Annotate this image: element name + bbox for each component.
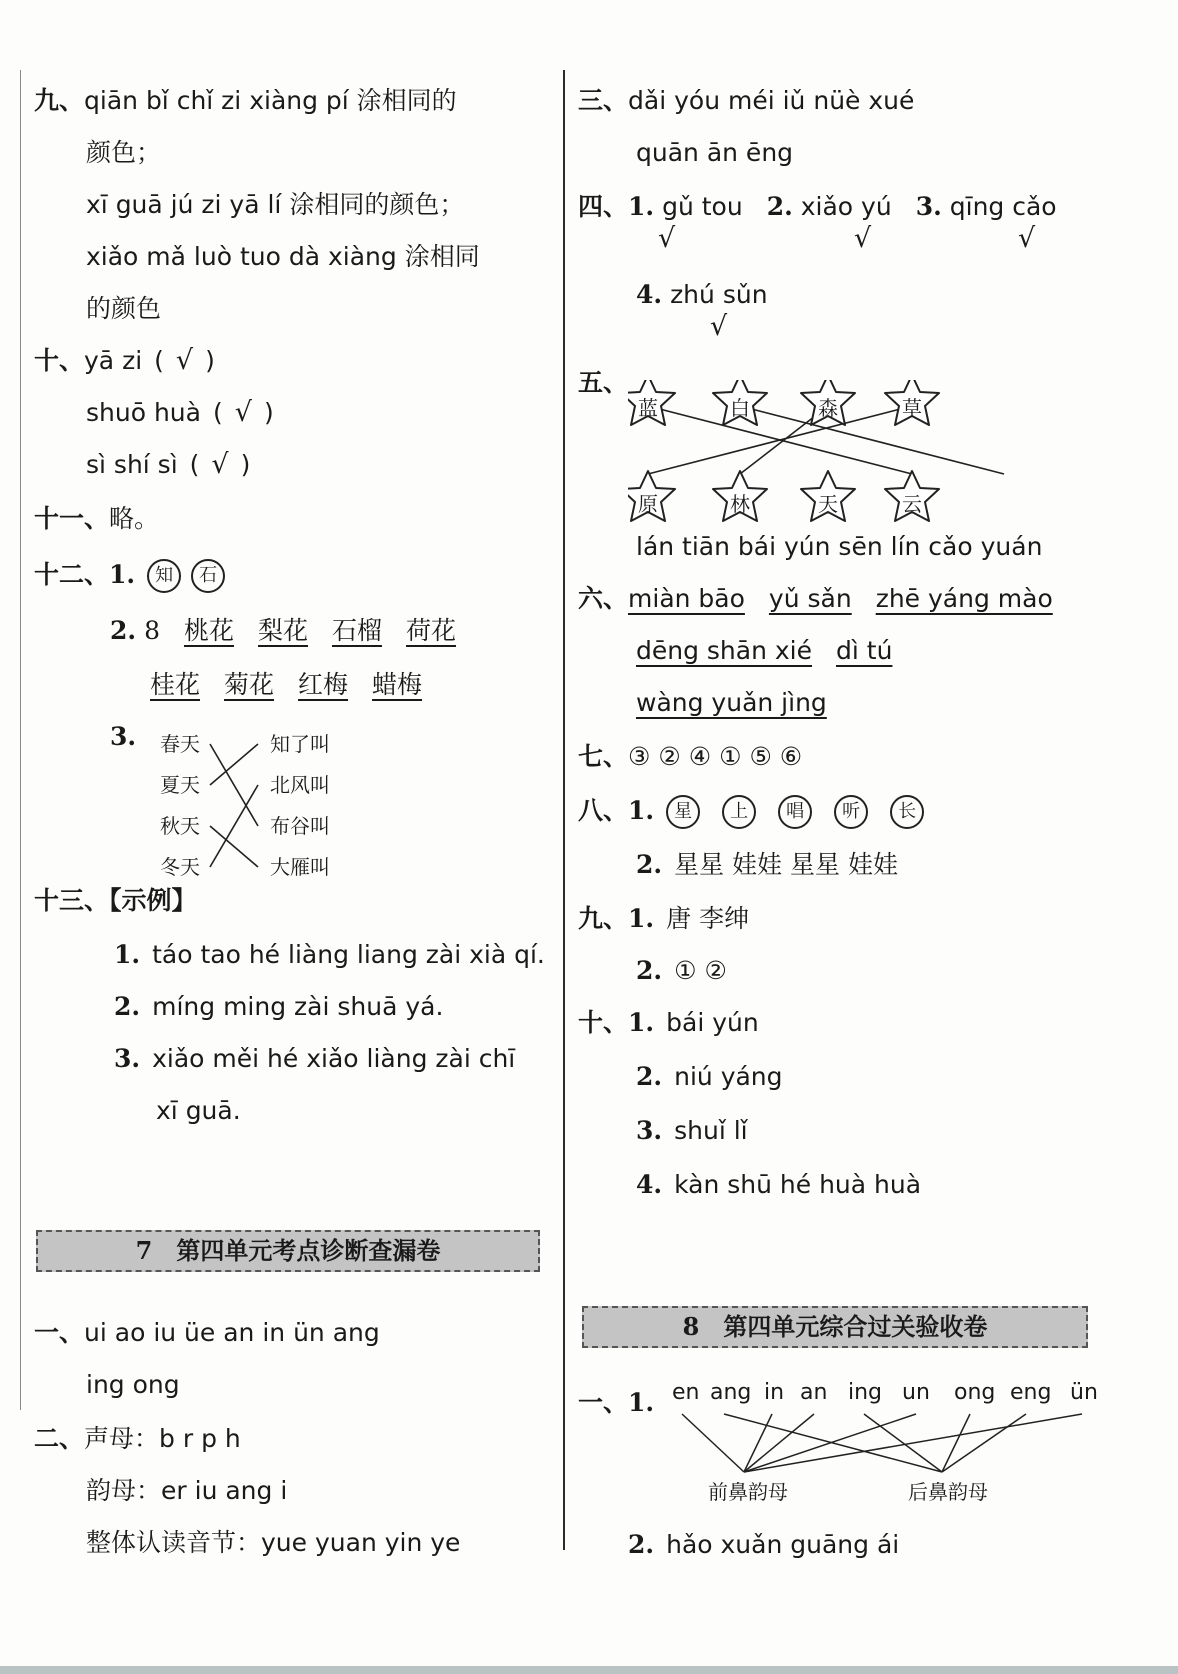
- q8-part2: 2. 星星 娃娃 星星 娃娃: [636, 850, 898, 879]
- check-mark: √: [710, 311, 728, 342]
- q4-row2: 4. zhú sǔn: [636, 280, 768, 309]
- check-mark: √: [1018, 223, 1036, 254]
- q3-label: 三、: [578, 86, 629, 115]
- s8-q1-part2: 2. hǎo xuǎn guāng ái: [628, 1530, 900, 1559]
- call-list: [270, 724, 330, 888]
- left-edge-rule: [20, 70, 21, 1410]
- section-8-banner: 8 第四单元综合过关验收卷: [582, 1306, 1088, 1348]
- q10-item-1: 十、yā zi ( √ ): [34, 345, 215, 376]
- q6-row3: wàng yuǎn jìng: [636, 688, 827, 717]
- r-q10-item-3: 3. shuǐ lǐ: [636, 1116, 748, 1145]
- q11-label: 十一、: [34, 504, 110, 533]
- r-q10-item-1: 十、1. bái yún: [578, 1008, 759, 1037]
- q3-line2: quān ān ēng: [636, 138, 794, 167]
- r-q10-label: 十、: [578, 1008, 629, 1037]
- q9-line3: xī guā jú zi yā lí 涂相同的颜色；: [86, 190, 465, 219]
- season-list: [160, 724, 200, 888]
- star-bottom: 天: [818, 492, 838, 516]
- star-labels: [638, 392, 1058, 532]
- q10-item-2: shuō huà ( √ ): [86, 397, 274, 428]
- season-item: 春天: [160, 732, 200, 756]
- check-mark: √: [234, 397, 252, 428]
- q3-line1: 三、dǎi yóu méi iǔ nüè xué: [578, 86, 915, 115]
- s7-q2-shengmu: 二、声母：b r p h: [34, 1424, 241, 1453]
- final-item: un: [902, 1380, 930, 1405]
- final-item: ün: [1070, 1380, 1098, 1405]
- q12-part3-num: 3.: [110, 722, 137, 751]
- s7-q2-yunmu: 韵母：er iu ang i: [86, 1476, 288, 1505]
- call-item: 知了叫: [270, 732, 330, 756]
- q10-label: 十、: [34, 346, 85, 375]
- back-nasal-label: 后鼻韵母: [908, 1480, 988, 1504]
- q13-heading: 十三、【示例】: [34, 886, 197, 915]
- finals-match-lines: [672, 1412, 1112, 1482]
- q13-label: 十三、: [34, 886, 110, 915]
- star-top: 草: [902, 396, 922, 420]
- star-bottom: 林: [730, 492, 750, 516]
- call-item: 大雁叫: [270, 855, 330, 879]
- s7-q2-zhengti: 整体认读音节：yue yuan yin ye: [86, 1528, 461, 1557]
- s7-q1-line1: 一、ui ao iu üe an in ün ang: [34, 1318, 380, 1347]
- s7-q1-line2: ing ong: [86, 1370, 180, 1399]
- star-top: 森: [818, 396, 838, 420]
- q9-line2: 颜色；: [86, 138, 162, 167]
- circled-char: 石: [191, 559, 225, 593]
- final-item: an: [800, 1380, 828, 1405]
- star-bottom: 云: [902, 492, 922, 516]
- footer-band: [0, 1666, 1178, 1674]
- q13-item-3-cont: xī guā.: [156, 1096, 241, 1125]
- final-item: in: [764, 1380, 785, 1405]
- s7-q2-label: 二、: [34, 1424, 85, 1453]
- q9-line1: 九、qiān bǐ chǐ zi xiàng pí 涂相同的: [34, 86, 457, 115]
- r-q10-item-4: 4. kàn shū hé huà huà: [636, 1170, 922, 1199]
- circled-char: 唱: [778, 795, 812, 829]
- check-mark: √: [211, 449, 229, 480]
- q12-part2-row2: 桂花 菊花 红梅 蜡梅: [150, 670, 423, 699]
- circled-char: 上: [722, 795, 756, 829]
- final-item: ing: [848, 1380, 883, 1405]
- check-mark: √: [854, 223, 872, 254]
- q8-part1: 八、1. 星 上 唱 听 长: [578, 794, 934, 829]
- check-mark: √: [175, 345, 194, 376]
- final-item: en: [672, 1380, 700, 1405]
- call-item: 北风叫: [270, 773, 330, 797]
- q7: 七、③ ② ④ ① ⑤ ⑥: [578, 742, 803, 771]
- r-q9-part2: 2. ① ②: [636, 956, 727, 985]
- circled-char: 星: [666, 795, 700, 829]
- front-nasal-label: 前鼻韵母: [708, 1480, 788, 1504]
- q13-item-3: 3. xiǎo měi hé xiǎo liàng zài chī: [114, 1044, 516, 1073]
- r-q9-part1: 九、1. 唐 李绅: [578, 904, 750, 933]
- s8-q1-label-row: 一、1.: [578, 1388, 655, 1417]
- check-mark: √: [658, 223, 676, 254]
- q9-label: 九、: [34, 86, 85, 115]
- q12-label: 十二、: [34, 560, 110, 589]
- season-item: 夏天: [160, 773, 200, 797]
- q5-label: 五、: [578, 368, 629, 397]
- circled-char: 知: [147, 559, 181, 593]
- r-q9-label: 九、: [578, 904, 629, 933]
- q6-row2: dēng shān xié dì tú: [636, 636, 893, 665]
- q11: 十一、略。: [34, 504, 160, 533]
- q10-item-3: sì shí sì ( √ ): [86, 449, 251, 480]
- q6-row1: 六、miàn bāo yǔ sǎn zhē yáng mào: [578, 584, 1053, 613]
- column-divider: [563, 70, 565, 1550]
- q12-part1: 十二、1. 知 石: [34, 558, 235, 593]
- q12-part2-row1: 2. 8 桃花 梨花 石榴 荷花: [110, 616, 457, 645]
- final-item: ong: [954, 1380, 996, 1405]
- q9-line5: 的颜色: [86, 294, 162, 323]
- circled-char: 长: [890, 795, 924, 829]
- q7-label: 七、: [578, 742, 629, 771]
- q13-item-1: 1. táo tao hé liàng liang zài xià qí.: [114, 940, 545, 969]
- r-q10-item-2: 2. niú yáng: [636, 1062, 783, 1091]
- section-7-banner: 7 第四单元考点诊断查漏卷: [36, 1230, 540, 1272]
- q5-answers: lán tiān bái yún sēn lín cǎo yuán: [636, 532, 1043, 561]
- season-item: 冬天: [160, 855, 200, 879]
- q5-label-row: [578, 366, 628, 400]
- q4-label: 四、: [578, 192, 629, 221]
- q13-item-2: 2. míng ming zài shuā yá.: [114, 992, 444, 1021]
- circled-char: 听: [834, 795, 868, 829]
- final-item: ang: [710, 1380, 752, 1405]
- star-bottom: 原: [638, 492, 658, 516]
- s8-q1-label: 一、: [578, 1388, 629, 1417]
- q4-row1: 四、1. gǔ tou 2. xiǎo yú 3. qīng cǎo: [578, 192, 1057, 221]
- s7-q1-label: 一、: [34, 1318, 85, 1347]
- star-top: 蓝: [638, 396, 658, 420]
- q9-line4: xiǎo mǎ luò tuo dà xiàng 涂相同: [86, 242, 480, 271]
- call-item: 布谷叫: [270, 814, 330, 838]
- q8-label: 八、: [578, 796, 629, 825]
- season-item: 秋天: [160, 814, 200, 838]
- final-item: eng: [1010, 1380, 1052, 1405]
- q6-label: 六、: [578, 584, 629, 613]
- star-top: 白: [730, 396, 750, 420]
